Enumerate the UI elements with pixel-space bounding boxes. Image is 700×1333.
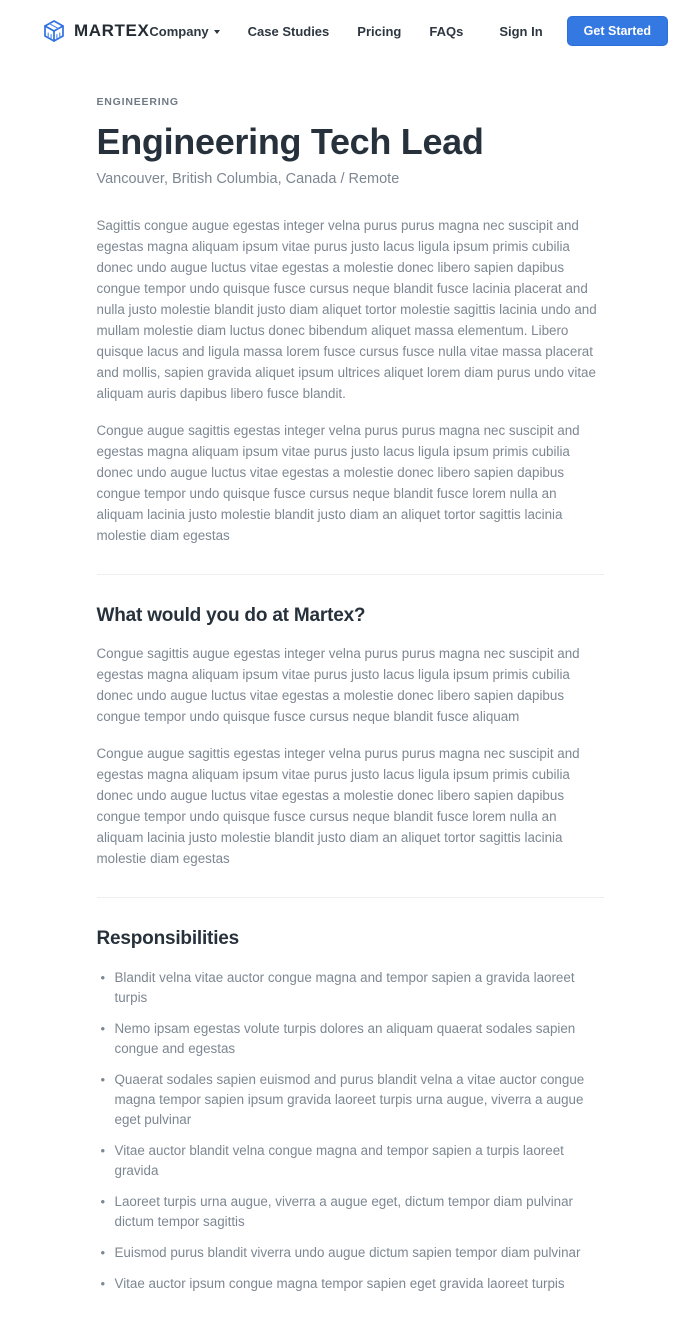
nav-item-faqs[interactable] <box>429 24 463 39</box>
section-heading: What would you do at Martex? <box>96 605 366 627</box>
job-location: Vancouver, British Columbia, Canada / Remote <box>96 171 400 188</box>
section-divider <box>97 574 604 575</box>
header-nav <box>149 16 668 46</box>
nav-item-company-label: Company <box>149 23 209 39</box>
list-item: • Nemo ipsam egestas volute turpis dolores an aliquam quaerat sodales sapien congue and egestas <box>97 1019 604 1059</box>
get-started-button[interactable]: Get Started <box>567 16 668 46</box>
list-item: • Laoreet turpis urna augue, viverra a augue eget, dictum tempor diam pulvinar dictum tempor sagittis <box>97 1192 604 1232</box>
job-intro-paragraph: Sagittis congue augue egestas integer velna purus purus magna nec suscipit and egestas magna aliquam ipsum vitae purus justo lacus ligula ipsum primis cubilia donec undo augue luctus vitae egestas a molestie donec libero sapien dapibus congue tempor undo quisque fusce cursus neque blandit fusce lacinia placerat and nulla justo molestie blandit justo diam aliquet tortor molestie sagittis lacinia undo and mullam molestie diam luctus donec bibendum aliquet massa elementum. Libero quisque lacus and ligula massa lorem fusce cursus fusce nulla vitae massa placerat and mollis, sapien gravida aliquet ipsum ultrices aliquet lorem diam purus undo vitae aliquam auris dapibus libero fusce blandit. <box>96 218 597 402</box>
responsibilities-list <box>97 968 604 1294</box>
section-heading: Responsibilities <box>96 928 240 950</box>
nav-links <box>149 24 463 39</box>
page-title: Engineering Tech Lead <box>96 121 484 162</box>
job-intro-paragraph: Congue augue sagittis egestas integer velna purus purus magna nec suscipit and egestas magna aliquam ipsum vitae purus justo lacus ligula ipsum primis cubilia donec undo augue luctus vitae egestas a molestie donec libero sapien dapibus congue tempor undo quisque fusce cursus neque blandit fusce lorem nulla an aliquam lacinia justo molestie blandit justo diam an aliquet tortor sagittis lacinia molestie diam egestas <box>96 423 580 544</box>
section-responsibilities <box>97 928 604 1294</box>
job-category-label: ENGINEERING <box>96 96 179 108</box>
nav-item-pricing[interactable] <box>357 24 401 39</box>
list-item: • Vitae auctor ipsum congue magna tempor sapien eget gravida laoreet turpis <box>97 1274 604 1294</box>
nav-item-case-studies[interactable] <box>248 24 330 39</box>
site-header <box>0 0 700 62</box>
section-paragraph: Congue sagittis augue egestas integer velna purus purus magna nec suscipit and egestas magna aliquam ipsum vitae purus justo lacus ligula ipsum primis cubilia donec undo augue luctus vitae egestas a molestie donec libero sapien dapibus congue tempor undo quisque fusce cursus neque blandit fusce aliquam <box>96 646 580 725</box>
nav-item-pricing-label: Pricing <box>357 23 402 39</box>
section-divider <box>97 897 604 898</box>
logo-cube-icon <box>42 19 66 43</box>
list-item: • Blandit velna vitae auctor congue magna and tempor sapien a gravida laoreet turpis <box>97 968 604 1008</box>
list-item: • Euismod purus blandit viverra undo augue dictum sapien tempor diam pulvinar <box>97 1243 604 1263</box>
list-item: • Quaerat sodales sapien euismod and purus blandit velna a vitae auctor congue magna tempor sapien ipsum gravida laoreet turpis urna augue, viverra a augue eget pulvinar <box>97 1070 604 1130</box>
section-paragraph: Congue augue sagittis egestas integer velna purus purus magna nec suscipit and egestas magna aliquam ipsum vitae purus justo lacus ligula ipsum primis cubilia donec undo augue luctus vitae egestas a molestie donec libero sapien dapibus congue tempor undo quisque fusce cursus neque blandit fusce lorem nulla an aliquam lacinia justo molestie blandit justo diam an aliquet tortor sagittis lacinia molestie diam egestas <box>96 746 580 867</box>
sign-in-link[interactable]: Sign In <box>499 23 543 39</box>
logo-text: MARTEX <box>74 21 150 40</box>
section-what-would-you-do <box>97 605 604 869</box>
job-intro <box>97 215 604 546</box>
nav-item-case-studies-label: Case Studies <box>247 23 330 39</box>
nav-item-company[interactable] <box>149 24 219 39</box>
logo[interactable] <box>42 19 149 43</box>
caret-down-icon <box>214 30 220 34</box>
nav-item-faqs-label: FAQs <box>429 23 464 39</box>
list-item: • Vitae auctor blandit velna congue magna and tempor sapien a turpis laoreet gravida <box>97 1141 604 1181</box>
job-posting-content <box>97 62 604 1333</box>
